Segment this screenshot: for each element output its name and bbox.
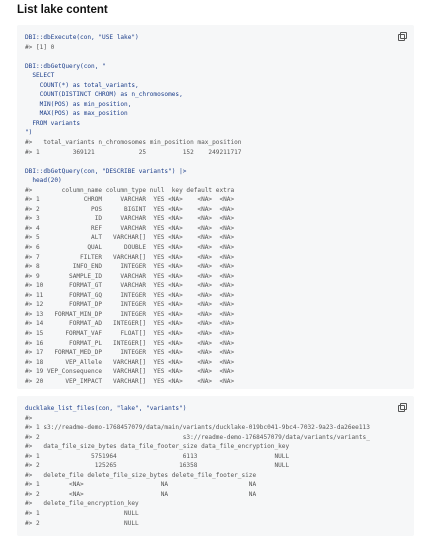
output-text: #> 2 s3://readme-demo-1768457079/data/variants/variants_ <box>25 433 370 441</box>
copy-icon[interactable] <box>398 32 406 40</box>
output-text: #> 10 FORMAT_GT VARCHAR YES <NA> <NA> <NA> <box>25 282 235 290</box>
output-text: #> total_variants n_chromosomes min_position max_position <box>25 139 242 147</box>
output-line <box>25 262 241 272</box>
output-line <box>25 377 241 387</box>
output-line <box>25 433 370 443</box>
blank-line <box>25 157 241 167</box>
output-text: #> 2 <NA> NA NA <box>25 490 257 498</box>
output-text: #> 7 FILTER VARCHAR[] YES <NA> <NA> <NA> <box>25 253 235 261</box>
output-line <box>25 461 370 471</box>
code-text: DBI::dbExecute(con, "USE lake") <box>25 34 139 41</box>
output-text: #> 14 FORMAT_AD INTEGER[] YES <NA> <NA> <NA> <box>25 320 235 328</box>
page-title: List lake content <box>17 4 108 16</box>
code-line <box>25 33 241 43</box>
output-text: #> 19 VEP_Consequence VARCHAR[] YES <NA> <NA> <NA> <box>25 368 235 376</box>
copy-icon[interactable] <box>398 403 406 411</box>
output-line <box>25 291 241 301</box>
output-line <box>25 329 241 339</box>
output-text: #> 4 REF VARCHAR YES <NA> <NA> <NA> <box>25 224 235 232</box>
code-line <box>25 109 241 119</box>
output-text: #> 2 125265 16358 NULL <box>25 462 290 470</box>
output-text: #> 9 SAMPLE_ID VARCHAR YES <NA> <NA> <NA> <box>25 272 235 280</box>
output-text: #> 17 FORMAT_MED_DP INTEGER YES <NA> <NA> <NA> <box>25 349 235 357</box>
output-line <box>25 205 241 215</box>
code-line <box>25 128 241 138</box>
output-line <box>25 300 241 310</box>
output-text: #> 2 NULL <box>25 519 139 527</box>
output-text: #> 1 5751964 6113 NULL <box>25 452 290 460</box>
code-line <box>25 62 241 72</box>
output-line <box>25 471 370 481</box>
code-block-1 <box>17 25 414 389</box>
output-line <box>25 480 370 490</box>
code-line <box>25 404 370 414</box>
output-text: #> <box>25 414 33 422</box>
code-line <box>25 167 241 177</box>
output-text: #> 16 FORMAT_PL INTEGER[] YES <NA> <NA> <NA> <box>25 339 235 347</box>
output-line <box>25 243 241 253</box>
code-text: FROM variants <box>25 119 81 127</box>
output-line <box>25 195 241 205</box>
output-line <box>25 253 241 263</box>
output-line <box>25 319 241 329</box>
output-line <box>25 367 241 377</box>
output-line <box>25 452 370 462</box>
output-text: #> 20 VEP_IMPACT VARCHAR[] YES <NA> <NA> <NA> <box>25 377 235 385</box>
code-text: ") <box>25 129 33 137</box>
output-text: #> 5 ALT VARCHAR[] YES <NA> <NA> <NA> <box>25 234 235 242</box>
output-line <box>25 499 370 509</box>
output-line <box>25 233 241 243</box>
code-lines <box>25 404 370 528</box>
output-text: #> 1 s3://readme-demo-1768457079/data/main/variants/ducklake-019bc041-9bc4-7032-9a23-da26ee113 <box>25 424 370 432</box>
code-text: SELECT <box>25 72 55 80</box>
code-text: DBI::dbGetQuery(con, " <box>25 62 106 70</box>
output-text: #> 1 CHROM VARCHAR YES <NA> <NA> <NA> <box>25 196 235 204</box>
output-line <box>25 414 370 424</box>
code-text: head(20) <box>25 177 62 185</box>
output-line <box>25 43 241 53</box>
output-text: #> delete_file delete_file_size_bytes delete_file_footer_size <box>25 471 257 479</box>
output-line <box>25 214 241 224</box>
code-text: MAX(POS) as max_position <box>25 110 128 118</box>
output-text: #> 12 FORMAT_DP INTEGER YES <NA> <NA> <NA> <box>25 301 235 309</box>
code-block-2 <box>17 396 414 536</box>
output-line <box>25 224 241 234</box>
output-line <box>25 509 370 519</box>
output-text: #> 6 QUAL DOUBLE YES <NA> <NA> <NA> <box>25 244 235 252</box>
output-text: #> data_file_size_bytes data_file_footer_size data_file_encryption_key <box>25 443 290 451</box>
blank-line <box>25 52 241 62</box>
code-line <box>25 176 241 186</box>
output-line <box>25 423 370 433</box>
output-text: #> 8 INFO_END INTEGER YES <NA> <NA> <NA> <box>25 263 235 271</box>
code-text: ducklake_list_files(con, "lake", "variants") <box>25 405 187 412</box>
code-lines <box>25 33 241 386</box>
code-text: COUNT(DISTINCT CHROM) as n_chromosomes, <box>25 91 183 99</box>
code-text: DBI::dbGetQuery(con, "DESCRIBE variants") |> <box>25 167 187 175</box>
output-line <box>25 148 241 158</box>
output-line <box>25 358 241 368</box>
code-line <box>25 100 241 110</box>
output-line <box>25 138 241 148</box>
output-text: #> 18 VEP_Allele VARCHAR[] YES <NA> <NA> <NA> <box>25 358 235 366</box>
code-text: MIN(POS) as min_position, <box>25 100 132 108</box>
code-line <box>25 81 241 91</box>
output-text: #> 1 369121 25 152 249211717 <box>25 148 242 156</box>
output-text: #> 1 NULL <box>25 510 139 518</box>
output-line <box>25 519 370 529</box>
output-text: #> 13 FORMAT_MIN_DP INTEGER YES <NA> <NA> <NA> <box>25 310 235 318</box>
output-line <box>25 490 370 500</box>
output-line <box>25 442 370 452</box>
output-line <box>25 348 241 358</box>
code-text: COUNT(*) as total_variants, <box>25 81 139 89</box>
output-line <box>25 281 241 291</box>
output-line <box>25 310 241 320</box>
output-text: #> 2 POS BIGINT YES <NA> <NA> <NA> <box>25 205 235 213</box>
output-text: #> delete_file_encryption_key <box>25 500 139 508</box>
output-line <box>25 272 241 282</box>
output-text: #> 3 ID VARCHAR YES <NA> <NA> <NA> <box>25 215 235 223</box>
output-text: #> 11 FORMAT_GQ INTEGER YES <NA> <NA> <NA> <box>25 291 235 299</box>
code-line <box>25 119 241 129</box>
output-text: #> [1] 0 <box>25 43 55 51</box>
code-line <box>25 90 241 100</box>
code-line <box>25 71 241 81</box>
output-text: #> 1 <NA> NA NA <box>25 481 257 489</box>
output-line <box>25 186 241 196</box>
output-text: #> column_name column_type null key default extra <box>25 186 235 194</box>
output-text: #> 15 FORMAT_VAF FLOAT[] YES <NA> <NA> <NA> <box>25 329 235 337</box>
output-line <box>25 339 241 349</box>
